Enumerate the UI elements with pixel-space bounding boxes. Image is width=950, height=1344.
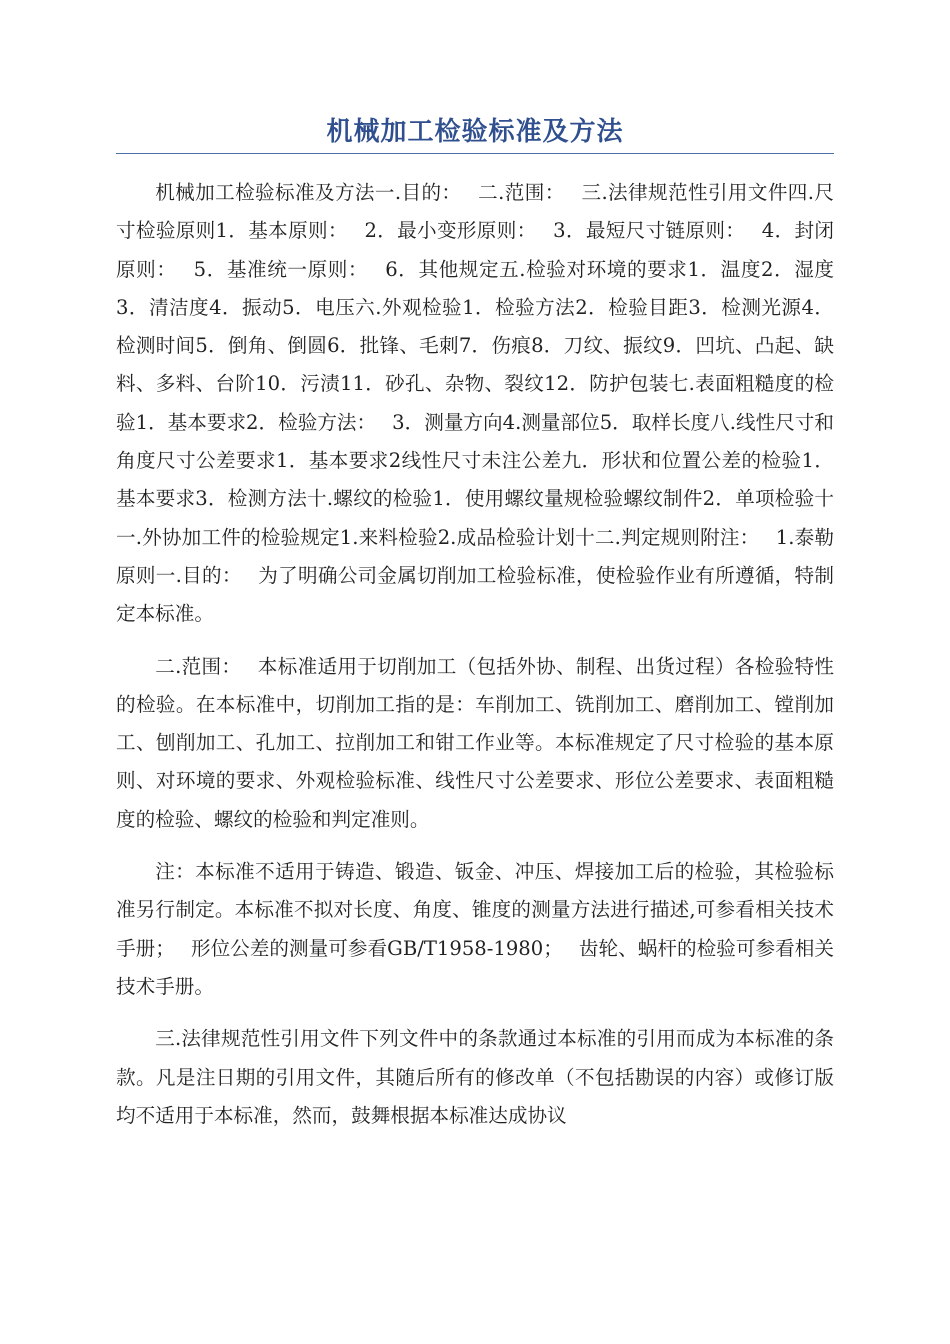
document-title: 机械加工检验标准及方法	[326, 117, 624, 147]
paragraph-table-of-contents: 机械加工检验标准及方法一.目的： 二.范围： 三.法律规范性引用文件四.尺寸检验原则1．基本原则： 2．最小变形原则： 3．最短尺寸链原则： 4．封闭原则： 5．基准统一原则： 6．其他规定五.检验对环境的要求1．温度2．湿度3．清洁度4．振动5．电压六.外观检验1．检验方法2．检验目距3．检测光源4．检测时间5．倒角、倒圆6．批锋、毛刺7．伤痕8．刀纹、振纹9．凹坑、凸起、缺料、多料、台阶10．污渍11．砂孔、杂物、裂纹12．防护包装七.表面粗糙度的检验1．基本要求2．检验方法： 3．测量方向4.测量部位5．取样长度八.线性尺寸和角度尺寸公差要求1．基本要求2线性尺寸未注公差九．形状和位置公差的检验1．基本要求3．检测方法十.螺纹的检验1．使用螺纹量规检验螺纹制件2．单项检验十一.外协加工件的检验规定1.来料检验2.成品检验计划十二.判定规则附注： 1.泰勒原则一.目的： 为了明确公司金属切削加工检验标准，使检验作业有所遵循，特制定本标准。	[116, 181, 834, 626]
title-underline	[116, 153, 834, 154]
paragraph-note: 注：本标准不适用于铸造、锻造、钣金、冲压、焊接加工后的检验，其检验标准另行制定。本标准不拟对长度、角度、锥度的测量方法进行描述,可参看相关技术手册； 形位公差的测量可参看GB/T1958-1980； 齿轮、蜗杆的检验可参看相关技术手册。	[116, 860, 834, 998]
paragraph-normative-references: 三.法律规范性引用文件下列文件中的条款通过本标准的引用而成为本标准的条款。凡是注日期的引用文件，其随后所有的修改单（不包括勘误的内容）或修订版均不适用于本标准，然而，鼓舞根据本标准达成协议	[116, 1027, 834, 1127]
paragraph-scope: 二.范围： 本标准适用于切削加工（包括外协、制程、出货过程）各检验特性的检验。在本标准中，切削加工指的是：车削加工、铣削加工、磨削加工、镗削加工、刨削加工、孔加工、拉削加工和钳工作业等。本标准规定了尺寸检验的基本原则、对环境的要求、外观检验标准、线性尺寸公差要求、形位公差要求、表面粗糙度的检验、螺纹的检验和判定准则。	[116, 654, 834, 831]
document-page	[116, 112, 834, 1149]
